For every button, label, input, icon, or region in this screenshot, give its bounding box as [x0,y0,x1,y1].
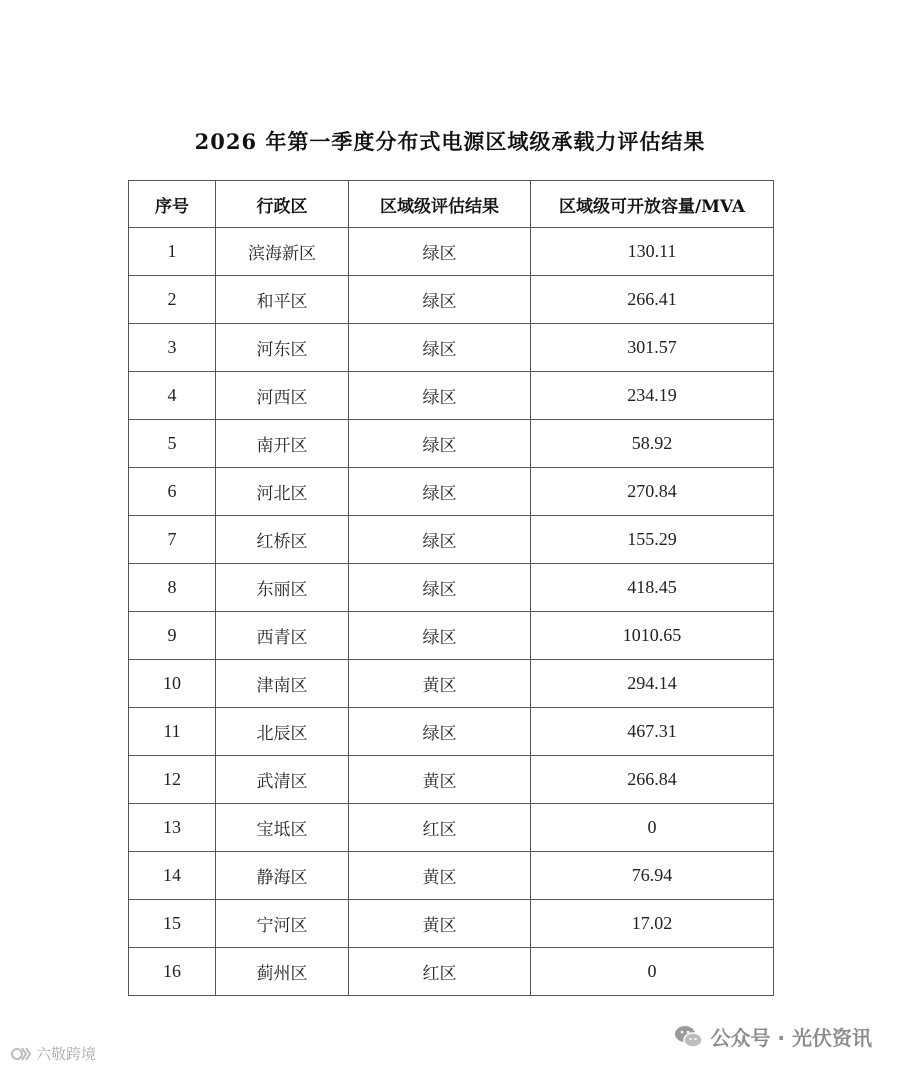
cell-assessment-result: 绿区 [349,612,531,660]
table-row [129,516,774,564]
source-logo-icon [10,1044,32,1064]
source-watermark [10,1043,96,1064]
cell-open-capacity: 266.41 [531,276,774,324]
cell-serial-number: 3 [129,324,216,372]
cell-assessment-result: 绿区 [349,276,531,324]
cell-serial-number: 6 [129,468,216,516]
cell-assessment-result: 绿区 [349,372,531,420]
table-row [129,804,774,852]
cell-serial-number: 1 [129,228,216,276]
cell-assessment-result: 黄区 [349,756,531,804]
header-open-capacity: 区域级可开放容量/MVA [531,181,774,228]
cell-open-capacity: 467.31 [531,708,774,756]
cell-open-capacity: 301.57 [531,324,774,372]
table-row [129,372,774,420]
cell-serial-number: 14 [129,852,216,900]
table-body [129,228,774,996]
cell-open-capacity: 155.29 [531,516,774,564]
header-district: 行政区 [216,181,349,228]
cell-open-capacity: 17.02 [531,900,774,948]
table-row [129,468,774,516]
cell-district: 南开区 [216,420,349,468]
cell-open-capacity: 234.19 [531,372,774,420]
cell-serial-number: 9 [129,612,216,660]
cell-district: 和平区 [216,276,349,324]
cell-assessment-result: 绿区 [349,420,531,468]
cell-open-capacity: 270.84 [531,468,774,516]
cell-open-capacity: 266.84 [531,756,774,804]
table-row [129,852,774,900]
cell-assessment-result: 黄区 [349,852,531,900]
table-row [129,276,774,324]
capacity-assessment-table [128,180,774,996]
cell-district: 滨海新区 [216,228,349,276]
table-row [129,324,774,372]
cell-district: 西青区 [216,612,349,660]
cell-district: 蓟州区 [216,948,349,996]
table-row [129,420,774,468]
cell-serial-number: 10 [129,660,216,708]
cell-district: 静海区 [216,852,349,900]
cell-serial-number: 13 [129,804,216,852]
cell-assessment-result: 黄区 [349,660,531,708]
cell-assessment-result: 黄区 [349,900,531,948]
cell-district: 河东区 [216,324,349,372]
cell-serial-number: 5 [129,420,216,468]
wechat-icon [674,1024,704,1050]
cell-open-capacity: 418.45 [531,564,774,612]
table-row [129,900,774,948]
cell-assessment-result: 绿区 [349,324,531,372]
cell-assessment-result: 绿区 [349,228,531,276]
table-row [129,756,774,804]
cell-assessment-result: 绿区 [349,564,531,612]
cell-assessment-result: 绿区 [349,516,531,564]
table-row [129,708,774,756]
cell-district: 宁河区 [216,900,349,948]
cell-serial-number: 11 [129,708,216,756]
cell-assessment-result: 红区 [349,948,531,996]
table-row [129,228,774,276]
table-row [129,948,774,996]
cell-open-capacity: 58.92 [531,420,774,468]
cell-serial-number: 12 [129,756,216,804]
cell-assessment-result: 绿区 [349,468,531,516]
cell-district: 红桥区 [216,516,349,564]
table-row [129,660,774,708]
cell-district: 津南区 [216,660,349,708]
table-header-row [129,181,774,228]
document-title: 2026 年第一季度分布式电源区域级承载力评估结果 [194,129,706,154]
cell-assessment-result: 红区 [349,804,531,852]
cell-district: 宝坻区 [216,804,349,852]
cell-serial-number: 7 [129,516,216,564]
cell-district: 北辰区 [216,708,349,756]
cell-district: 武清区 [216,756,349,804]
cell-open-capacity: 0 [531,948,774,996]
cell-district: 东丽区 [216,564,349,612]
wechat-account-text: 公众号 · 光伏资讯 [710,1026,872,1050]
table-row [129,564,774,612]
cell-open-capacity: 76.94 [531,852,774,900]
cell-open-capacity: 130.11 [531,228,774,276]
cell-serial-number: 16 [129,948,216,996]
cell-open-capacity: 0 [531,804,774,852]
wechat-account-watermark [674,1022,872,1051]
cell-serial-number: 4 [129,372,216,420]
cell-serial-number: 15 [129,900,216,948]
cell-open-capacity: 1010.65 [531,612,774,660]
header-serial-number: 序号 [129,181,216,228]
source-watermark-text: 六敬跨境 [36,1045,97,1063]
header-assessment-result: 区域级评估结果 [349,181,531,228]
cell-assessment-result: 绿区 [349,708,531,756]
cell-serial-number: 2 [129,276,216,324]
cell-district: 河北区 [216,468,349,516]
cell-serial-number: 8 [129,564,216,612]
table-row [129,612,774,660]
cell-open-capacity: 294.14 [531,660,774,708]
cell-district: 河西区 [216,372,349,420]
